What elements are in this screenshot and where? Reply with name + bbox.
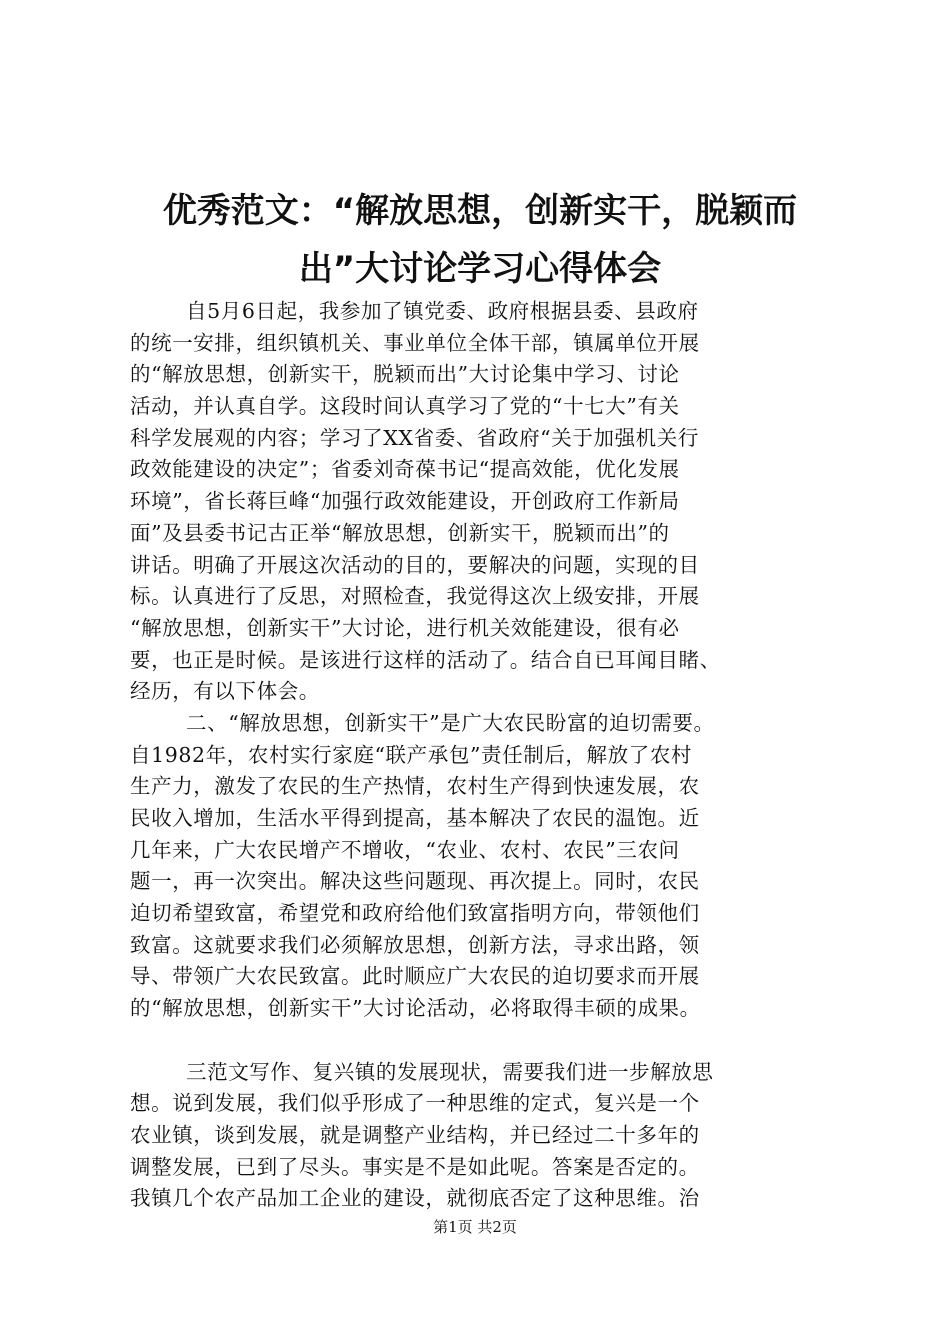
paragraph-line: 政效能建设的决定”；省委刘奇葆书记“提高效能，优化发展 — [130, 457, 680, 482]
page-number-footer: 第1页 共2页 — [433, 1218, 517, 1236]
document-title-line-2: 出”大讨论学习心得体会 — [298, 249, 662, 289]
paragraph-line: 想。说到发展，我们似乎形成了一种思维的定式，复兴是一个 — [130, 1091, 700, 1116]
paragraph-line: 的统一安排，组织镇机关、事业单位全体干部，镇属单位开展 — [130, 330, 700, 355]
paragraph-line: 生产力，激发了农民的生产热情，农村生产得到快速发展，农 — [130, 774, 700, 799]
paragraph-1 — [130, 296, 830, 708]
paragraph-line: 自1982年，农村实行家庭“联产承包”责任制后，解放了农村 — [130, 742, 693, 767]
paragraph-line: 面”及县委书记古正举“解放思想，创新实干，脱颖而出”的 — [130, 520, 670, 545]
paragraph-2 — [130, 708, 830, 1025]
paragraph-line: 活动，并认真自学。这段时间认真学习了党的“十七大”有关 — [130, 394, 680, 419]
paragraph-line: 的“解放思想，创新实干，脱颖而出”大讨论集中学习、讨论 — [130, 362, 680, 387]
paragraph-line: 讲话。明确了开展这次活动的目的，要解决的问题，实现的目 — [130, 552, 700, 577]
document-body — [130, 296, 830, 1215]
document-title-line-1: 优秀范文：“解放思想，创新实干，脱颖而 — [162, 191, 798, 231]
paragraph-line: 几年来，广大农民增产不增收，“农业、农村、农民”三农问 — [130, 837, 680, 862]
paragraph-line: 科学发展观的内容；学习了XX省委、省政府“关于加强机关行 — [130, 425, 699, 450]
paragraph-line: 三范文写作、复兴镇的发展现状，需要我们进一步解放思 — [186, 1059, 714, 1084]
paragraph-line: 农业镇，谈到发展，就是调整产业结构，并已经过二十多年的 — [130, 1122, 700, 1147]
paragraph-line: 民收入增加，生活水平得到提高，基本解决了农民的温饱。近 — [130, 806, 700, 830]
paragraph-line: 标。认真进行了反思，对照检查，我觉得这次上级安排，开展 — [130, 584, 700, 609]
paragraph-line: 二、“解放思想，创新实干”是广大农民盼富的迫切需要。 — [186, 710, 715, 735]
paragraph-line: 致富。这就要求我们必须解放思想，创新方法，寻求出路，领 — [130, 932, 700, 957]
paragraph-line: 环境”，省长蒋巨峰“加强行政效能建设，开创政府工作新局 — [130, 489, 680, 514]
paragraph-line: 自5月6日起，我参加了镇党委、政府根据县委、县政府 — [186, 299, 699, 323]
paragraph-line: 题一，再一次突出。解决这些问题现、再次提上。同时，农民 — [130, 869, 700, 894]
paragraph-line: 导、带领广大农民致富。此时顺应广大农民的迫切要求而开展 — [130, 964, 700, 989]
paragraph-line: 我镇几个农产品加工企业的建设，就彻底否定了这种思维。治 — [130, 1186, 700, 1211]
paragraph-line: 的“解放思想，创新实干”大讨论活动，必将取得丰硕的成果。 — [130, 996, 701, 1021]
paragraph-line: 要，也正是时候。是该进行这样的活动了。结合自已耳闻目睹、 — [130, 647, 721, 672]
paragraph-line: 经历，有以下体会。 — [130, 679, 320, 704]
paragraph-line: 迫切希望致富，希望党和政府给他们致富指明方向，带领他们 — [130, 901, 700, 926]
paragraph-line: “解放思想，创新实干”大讨论，进行机关效能建设，很有必 — [130, 615, 680, 640]
paragraph-line: 调整发展，已到了尽头。事实是不是如此呢。答案是否定的。 — [130, 1154, 700, 1179]
paragraph-spacer — [130, 1025, 830, 1057]
paragraph-3 — [130, 1057, 830, 1215]
